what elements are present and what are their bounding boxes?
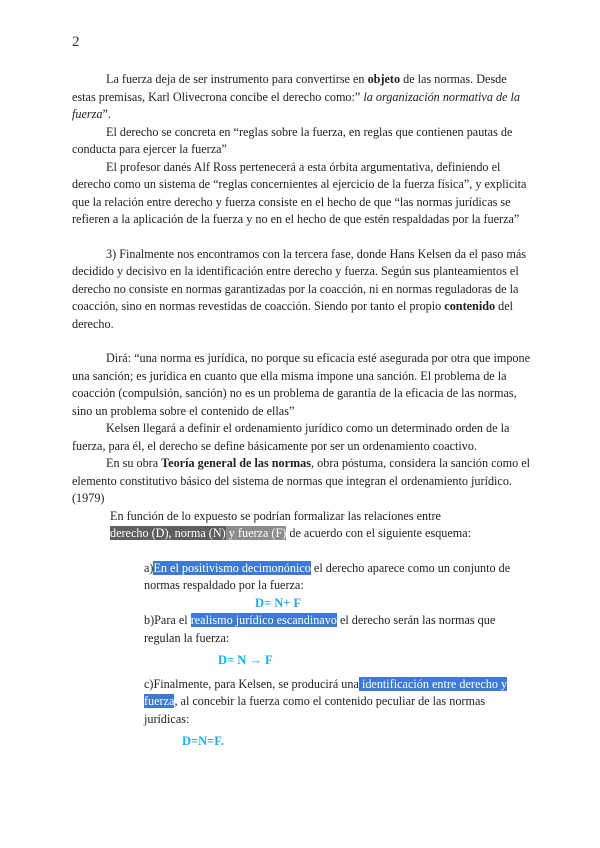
list-item-a: a)En el positivismo decimonónico el derecho aparece como un conjunto de normas respaldado por la fuerza: D= N+ F	[72, 560, 532, 613]
highlight-dn: derecho (D), norma (N)	[110, 526, 226, 540]
page-body	[72, 71, 532, 751]
bold-book-title: Teoría general de las normas	[161, 456, 312, 470]
paragraph-esquema: En función de lo expuesto se podrían formalizar las relaciones entre derecho (D), norma (N) y fuerza (F) de acuerdo con el siguiente esquema:	[110, 508, 472, 540]
formula-a: D= N+ F	[255, 595, 302, 610]
highlight-f: y fuerza (F)	[225, 526, 287, 540]
highlight-identificacion: identificación entre derecho y fuerza	[144, 676, 508, 708]
list-item-c: c)Finalmente, para Kelsen, se producirá una identificación entre derecho y fuerza, al concebir la fuerza como el contenido peculiar de las normas jurídicas: D=N=F.	[72, 670, 532, 751]
paragraph-reglas: El derecho se concreta en “reglas sobre la fuerza, en reglas que contienen pautas de conducta para ejercer la fuerza”	[72, 124, 513, 156]
italic-quote: la organización normativa de la fuerza	[72, 89, 520, 121]
paragraph-kelsen-quote: Dirá: “una norma es jurídica, no porque su eficacia esté asegurada por otra que impone una sanción; es jurídica en cuanto que ella misma impone una sanción. El problema de la coacción (compulsión, sanción) no es un problema de garantía de la eficacia de las normas, sino un problema sobre el contenido de ellas”	[72, 351, 531, 418]
list-item-b: b)Para el realismo jurídico escandinavo el derecho serán las normas que regulan la fuerza: D= N → F	[72, 612, 532, 670]
spacer	[72, 229, 532, 246]
spacer	[72, 333, 532, 350]
paragraph-ordenamiento: Kelsen llegará a definir el ordenamiento jurídico como un determinado orden de la fuerza, para él, el derecho se define básicamente por ser un ordenamiento coactivo.	[72, 421, 510, 453]
page-number: 2	[72, 34, 80, 50]
formula-c: D=N=F.	[182, 734, 224, 748]
highlight-realismo: realismo jurídico escandinavo	[190, 613, 337, 627]
bold-objeto: objeto	[367, 72, 401, 86]
bold-contenido: contenido	[444, 299, 496, 313]
spacer	[72, 543, 532, 560]
paragraph-kelsen-fase: 3) Finalmente nos encontramos con la tercera fase, donde Hans Kelsen da el paso más decidido y decisivo en la identificación entre derecho y fuerza. Según sus planteamientos el derecho no consiste en normas garantizadas por la coacción, ni en normas reguladoras de la coacción, sino en normas revestidas de coacción. Siendo por tanto el propio contenido del derecho.	[72, 246, 526, 331]
paragraph-ross: El profesor danés Alf Ross pertenecerá a esta órbita argumentativa, definiendo el derecho como un sistema de “reglas concernientes al ejercicio de la fuerza física”, y explicita que la relación entre derecho y fuerza consiste en el hecho de que “las normas jurídicas se refieren a la aplicación de la fuerza y no en el hecho de que estén respaldadas por la fuerza”	[72, 159, 527, 226]
paragraph-teoria: En su obra Teoría general de las normas, obra póstuma, considera la sanción como el elemento constitutivo básico del sistema de normas que integran el ordenamiento jurídico. (1979)	[72, 456, 531, 505]
formula-b: D= N → F	[218, 653, 273, 667]
highlight-positivismo: En el positivismo decimonónico	[153, 560, 311, 575]
paragraph-olivecrona: La fuerza deja de ser instrumento para convertirse en objeto de las normas. Desde estas premisas, Karl Olivecrona concibe el derecho como:” la organización normativa de la fuerza”.	[72, 72, 520, 121]
